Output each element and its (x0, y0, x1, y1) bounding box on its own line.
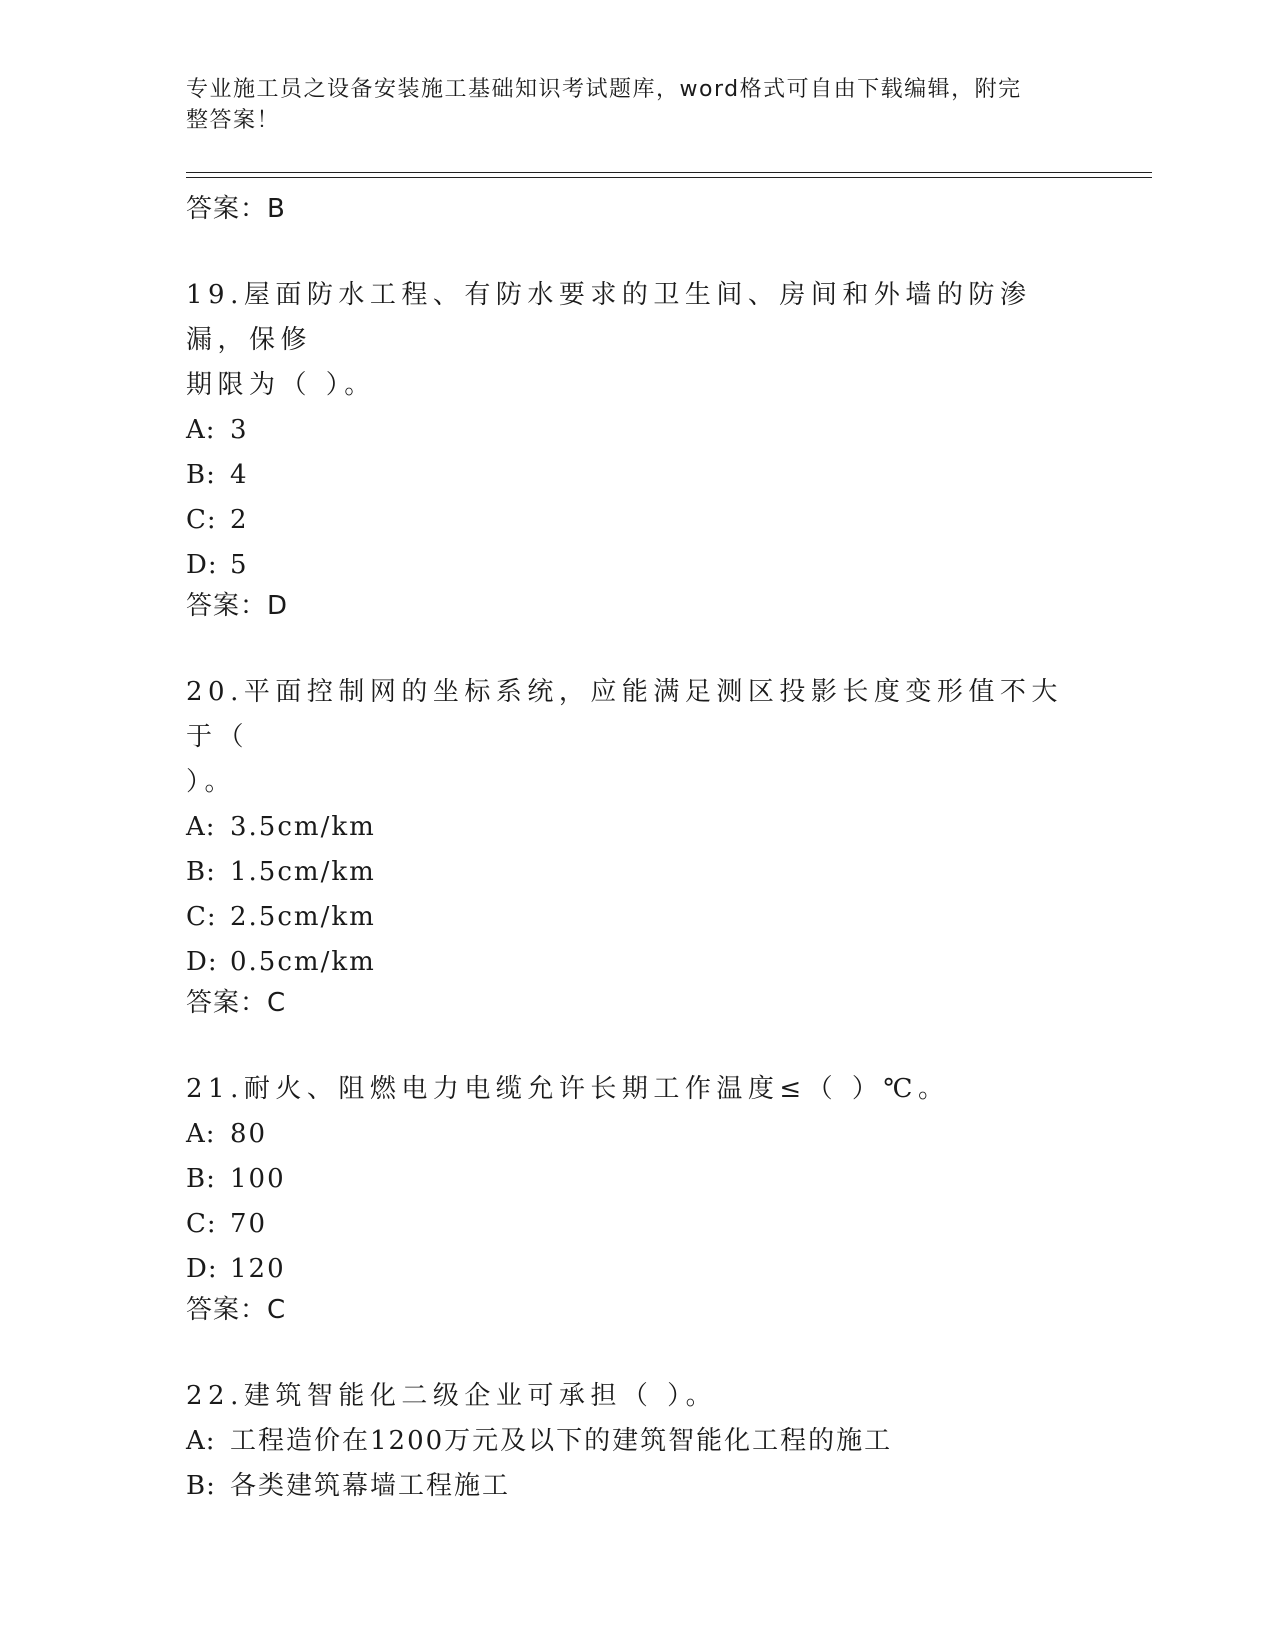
option-text: 80 (230, 1119, 268, 1149)
option-b (186, 1157, 1086, 1202)
page-header (186, 74, 1066, 136)
option-text: 工程造价在1200万元及以下的建筑智能化工程的施工 (230, 1426, 893, 1456)
option-text: 0.5cm/km (230, 947, 376, 977)
option-label: D: (186, 550, 218, 580)
option-text: 70 (230, 1209, 268, 1239)
option-a (186, 408, 1086, 453)
option-label: A: (186, 812, 216, 842)
question-21 (186, 1067, 1086, 1328)
option-d (186, 543, 1086, 588)
option-label: A: (186, 415, 216, 445)
option-label: B: (186, 1164, 216, 1194)
option-text: 2.5cm/km (230, 902, 376, 932)
answer-line: 答案：B (186, 194, 286, 224)
option-label: C: (186, 1209, 217, 1239)
option-b (186, 1464, 1086, 1509)
option-label: C: (186, 505, 217, 535)
question-list (186, 191, 1086, 1509)
answer-line: 答案：C (186, 1295, 287, 1325)
answer-line: 答案：D (186, 591, 289, 621)
option-text: 2 (230, 505, 249, 535)
answer-line: 答案：C (186, 988, 287, 1018)
option-c (186, 498, 1086, 543)
option-label: A: (186, 1426, 216, 1456)
option-text: 各类建筑幕墙工程施工 (230, 1471, 511, 1501)
option-text: 120 (230, 1254, 286, 1284)
option-c (186, 1202, 1086, 1247)
option-label: B: (186, 857, 216, 887)
option-d (186, 940, 1086, 985)
option-c (186, 895, 1086, 940)
question-19 (186, 273, 1086, 624)
question-stem-line-1: 22.建筑智能化二级企业可承担（ ）。 (186, 1381, 718, 1411)
question-stem-line-1: 21.耐火、阻燃电力电缆允许长期工作温度≤（ ）℃。 (186, 1074, 950, 1104)
option-text: 3 (230, 415, 249, 445)
option-a (186, 1419, 1086, 1464)
option-label: C: (186, 902, 217, 932)
question-stem-line-1: 20.平面控制网的坐标系统，应能满足测区投影长度变形值不大于（ (186, 677, 1063, 752)
option-label: A: (186, 1119, 216, 1149)
option-text: 3.5cm/km (230, 812, 376, 842)
option-a (186, 1112, 1086, 1157)
option-text: 5 (230, 550, 249, 580)
option-label: B: (186, 1471, 216, 1501)
question-stem (186, 670, 1086, 805)
option-text: 4 (230, 460, 249, 490)
option-label: D: (186, 947, 218, 977)
question-stem (186, 273, 1086, 408)
question-stem (186, 1067, 1086, 1112)
option-a (186, 805, 1086, 850)
question-20 (186, 670, 1086, 1021)
header-divider-bottom (186, 177, 1152, 178)
header-divider-top (186, 172, 1152, 173)
question-stem-line-2: 期限为（ ）。 (186, 370, 376, 400)
option-b (186, 453, 1086, 498)
option-label: B: (186, 460, 216, 490)
question-22 (186, 1374, 1086, 1509)
option-text: 100 (230, 1164, 286, 1194)
header-title-line-2: 整答案！ (186, 108, 281, 133)
question-stem-line-2: ）。 (186, 767, 237, 797)
question-stem-line-1: 19.屋面防水工程、有防水要求的卫生间、房间和外墙的防渗漏，保修 (186, 280, 1032, 355)
option-b (186, 850, 1086, 895)
option-d (186, 1247, 1086, 1292)
option-label: D: (186, 1254, 218, 1284)
question-stem (186, 1374, 1086, 1419)
option-text: 1.5cm/km (230, 857, 376, 887)
header-title-line-1: 专业施工员之设备安装施工基础知识考试题库，word格式可自由下载编辑，附完 (186, 77, 1022, 102)
